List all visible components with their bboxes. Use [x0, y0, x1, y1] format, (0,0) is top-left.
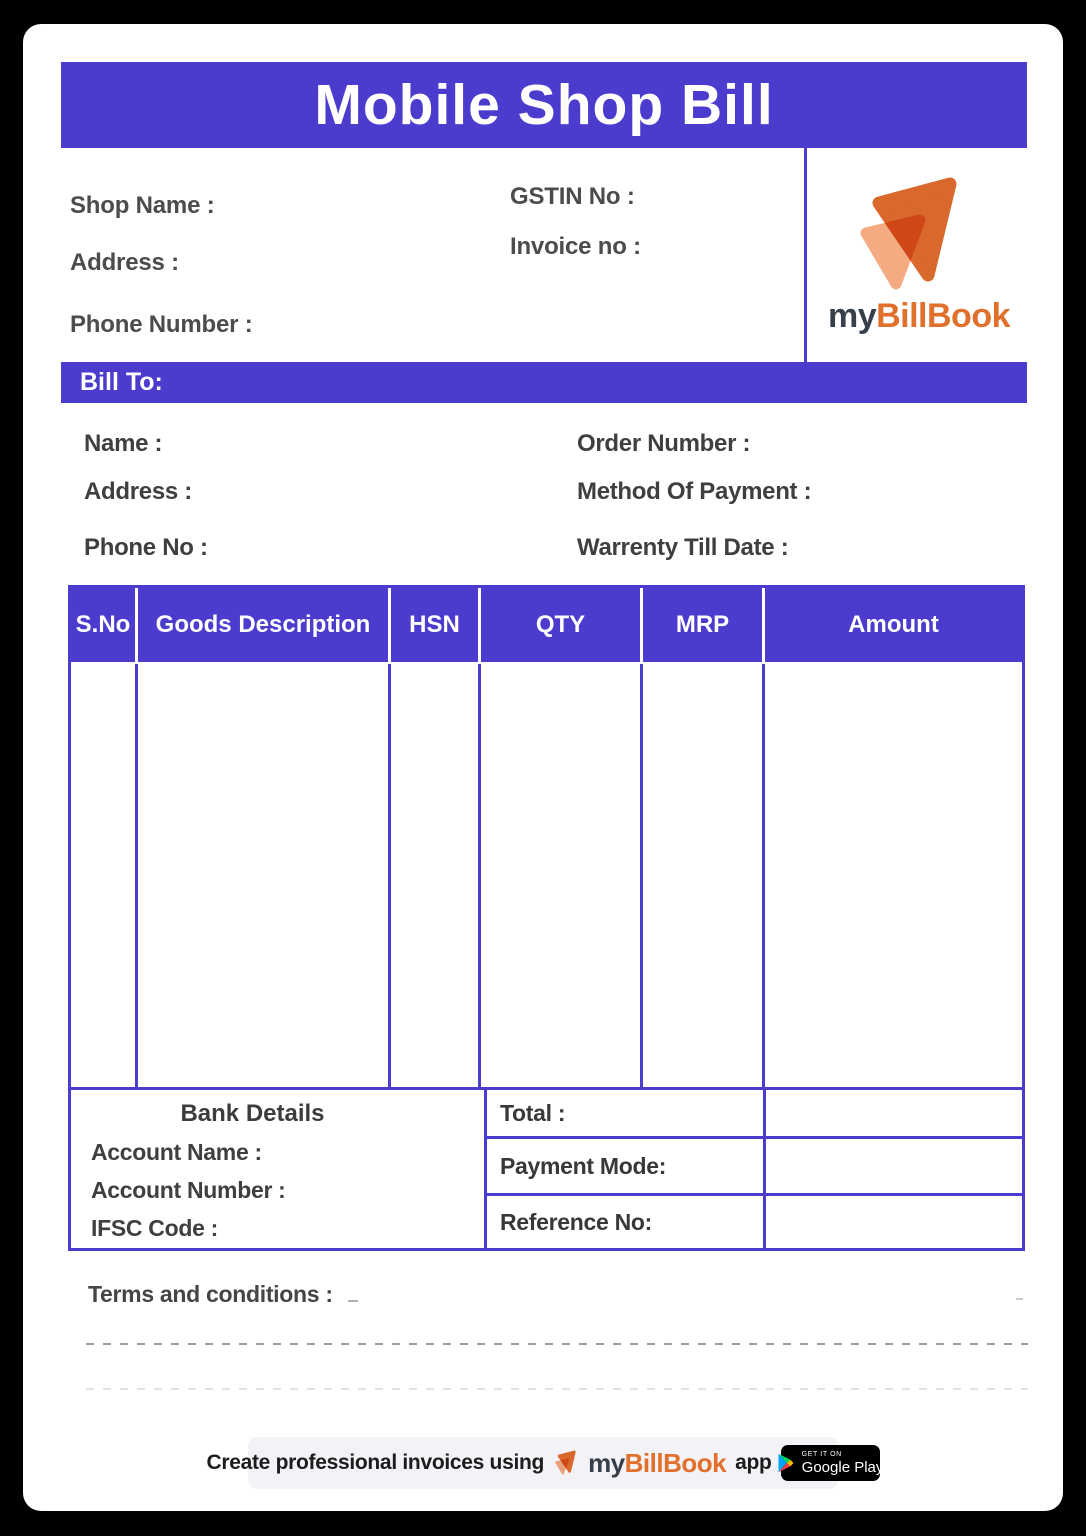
brand-prefix: my — [827, 297, 877, 335]
warranty-date-label: Warrenty Till Date : — [577, 534, 789, 561]
payment-method-label: Method Of Payment : — [577, 478, 812, 505]
ifsc-code-label: IFSC Code : — [91, 1215, 219, 1241]
summary-section — [71, 1087, 1022, 1248]
title-banner — [61, 62, 1027, 148]
body-cell-amount — [765, 664, 1022, 1087]
items-table-header — [71, 588, 1022, 664]
google-play-badge[interactable] — [781, 1445, 884, 1481]
bill-to-banner — [61, 362, 1027, 403]
customer-phone-label: Phone No : — [84, 534, 208, 561]
order-number-label: Order Number : — [577, 430, 751, 457]
body-cell-qty — [481, 664, 640, 1087]
page-title: Mobile Shop Bill — [314, 73, 774, 137]
gstin-label: GSTIN No : — [510, 183, 635, 210]
col-amount: Amount — [765, 588, 1022, 662]
reference-no-label: Reference No: — [487, 1196, 763, 1248]
reference-no-value — [766, 1196, 1022, 1248]
customer-address-label: Address : — [84, 478, 192, 505]
shop-phone-label: Phone Number : — [70, 311, 253, 338]
body-cell-goods-description — [138, 664, 388, 1087]
body-cell-mrp — [643, 664, 762, 1087]
footer-brand-wordmark — [588, 1448, 726, 1479]
google-play-icon — [777, 1453, 795, 1473]
bank-details-cell — [71, 1090, 484, 1248]
brand-wordmark — [809, 297, 1029, 336]
col-sno: S.No — [71, 588, 135, 662]
footer-brand-suffix: BillBook — [624, 1447, 727, 1478]
footer-promo-bar — [206, 1437, 884, 1489]
footer-brand-prefix: my — [588, 1447, 625, 1478]
terms-label: Terms and conditions : — [88, 1281, 333, 1307]
body-cell-sno — [71, 664, 135, 1087]
shop-name-label: Shop Name : — [70, 192, 215, 219]
terms-dash-end — [1016, 1298, 1023, 1300]
bill-to-title: Bill To: — [80, 368, 163, 396]
customer-name-label: Name : — [84, 430, 163, 457]
total-label: Total : — [487, 1090, 763, 1136]
bank-details-title: Bank Details — [180, 1100, 325, 1127]
play-badge-store: Google Play — [801, 1459, 884, 1476]
items-table-body — [71, 664, 1022, 1087]
shop-address-label: Address : — [70, 249, 179, 276]
paper-plane-icon — [553, 1450, 579, 1476]
payment-mode-label: Payment Mode: — [487, 1139, 763, 1193]
footer-app-word: app — [735, 1451, 772, 1474]
payment-mode-value — [766, 1139, 1022, 1193]
account-number-label: Account Number : — [91, 1177, 286, 1203]
footer-message: Create professional invoices using — [206, 1451, 545, 1474]
brand-suffix: BillBook — [876, 297, 1011, 335]
account-name-label: Account Name : — [91, 1139, 262, 1165]
terms-dashed-line-2 — [86, 1388, 1028, 1390]
invoice-no-label: Invoice no : — [510, 233, 641, 260]
col-goods-description: Goods Description — [138, 588, 388, 662]
play-badge-tagline: GET IT ON — [801, 1451, 842, 1458]
terms-dashed-line-1 — [86, 1343, 1028, 1345]
body-cell-hsn — [391, 664, 478, 1087]
col-hsn: HSN — [391, 588, 478, 662]
header-divider — [804, 148, 807, 362]
google-play-text — [802, 1451, 884, 1475]
col-mrp: MRP — [643, 588, 762, 662]
col-qty: QTY — [481, 588, 640, 662]
total-value — [766, 1090, 1022, 1136]
paper-plane-icon — [851, 175, 971, 302]
terms-dash-start — [348, 1300, 358, 1302]
items-table — [68, 585, 1025, 1251]
